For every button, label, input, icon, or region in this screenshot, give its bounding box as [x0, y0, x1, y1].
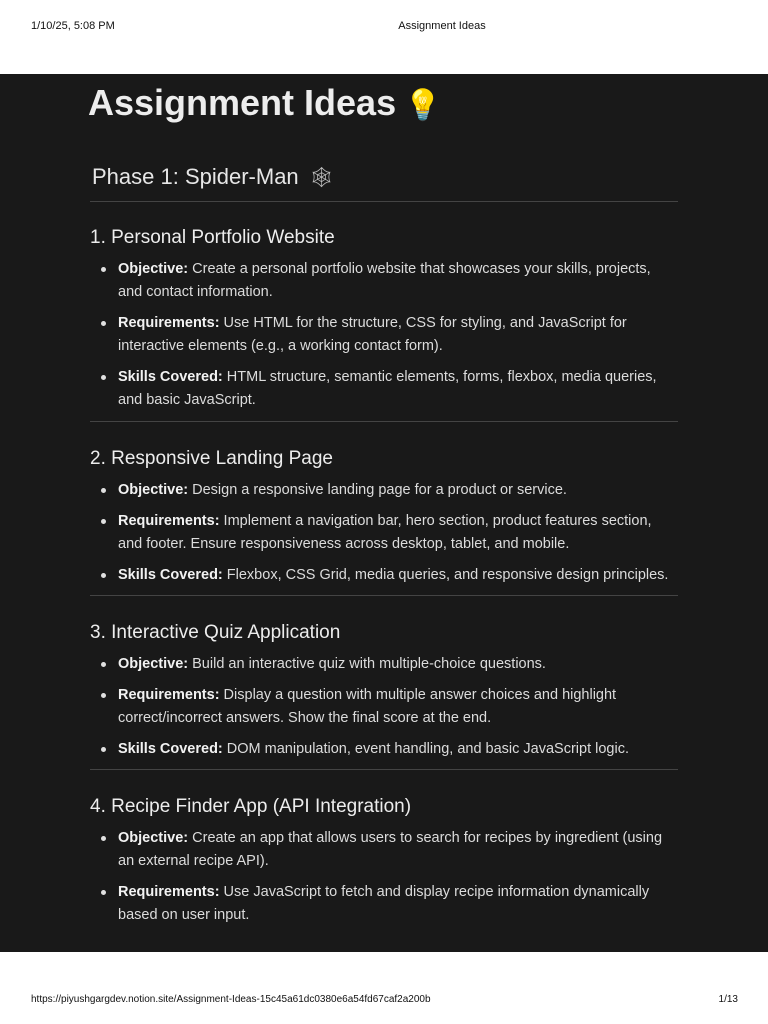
item-text: Implement a navigation bar, hero section, product features section, and footer. Ensure responsiveness across desktop, tablet, and mobile.	[118, 513, 652, 552]
phase-heading	[92, 164, 678, 190]
item-text: DOM manipulation, event handling, and basic JavaScript logic.	[222, 741, 629, 757]
divider	[90, 421, 678, 422]
print-title: Assignment Ideas	[398, 20, 486, 32]
item-text: Use JavaScript to fetch and display recipe information dynamically based on user input.	[118, 884, 650, 923]
list-item	[90, 564, 678, 587]
item-text: Create a personal portfolio website that showcases your skills, projects, and contact information.	[118, 261, 651, 300]
assignment-details	[90, 827, 678, 927]
page-title	[88, 82, 441, 124]
divider	[90, 595, 678, 596]
list-item	[90, 258, 678, 304]
item-label: Requirements:	[118, 513, 220, 529]
item-label: Requirements:	[118, 315, 220, 331]
page-title-text: Assignment Ideas	[88, 82, 397, 123]
divider	[90, 769, 678, 770]
light-bulb-icon: 💡	[404, 89, 442, 122]
item-text: Design a responsive landing page for a product or service.	[188, 482, 567, 498]
item-label: Requirements:	[118, 687, 220, 703]
list-item	[90, 366, 678, 412]
list-item	[90, 881, 678, 927]
item-label: Objective:	[118, 261, 189, 277]
assignment-title: 4. Recipe Finder App (API Integration)	[90, 796, 412, 817]
item-label: Requirements:	[118, 884, 220, 900]
assignment-section	[90, 622, 678, 769]
divider	[90, 201, 678, 202]
assignment-title: 2. Responsive Landing Page	[90, 448, 333, 469]
list-item	[90, 479, 678, 502]
assignment-details	[90, 479, 678, 587]
phase-heading-text: Phase 1: Spider-Man	[92, 164, 299, 189]
notion-page	[0, 74, 768, 952]
assignment-section	[90, 448, 678, 595]
print-header	[0, 0, 768, 74]
assignment-section	[90, 227, 678, 420]
item-text: Create an app that allows users to search for recipes by ingredient (using an external recipe API).	[118, 830, 663, 869]
item-text: Display a question with multiple answer choices and highlight correct/incorrect answers. Show the final score at the end.	[118, 687, 617, 726]
assignment-title: 1. Personal Portfolio Website	[90, 227, 335, 248]
item-text: Flexbox, CSS Grid, media queries, and responsive design principles.	[222, 567, 669, 583]
list-item	[90, 510, 678, 556]
list-item	[90, 653, 678, 676]
page-number: 1/13	[718, 994, 738, 1005]
assignment-title: 3. Interactive Quiz Application	[90, 622, 341, 643]
item-label: Objective:	[118, 482, 189, 498]
item-label: Skills Covered:	[118, 369, 223, 385]
list-item	[90, 312, 678, 358]
print-footer	[0, 952, 768, 1024]
item-text: HTML structure, semantic elements, forms, flexbox, media queries, and basic JavaScript.	[118, 369, 657, 408]
item-label: Objective:	[118, 830, 189, 846]
list-item	[90, 684, 678, 730]
item-label: Objective:	[118, 656, 189, 672]
print-date: 1/10/25, 5:08 PM	[31, 20, 115, 32]
assignment-section	[90, 796, 678, 935]
item-label: Skills Covered:	[118, 567, 223, 583]
item-text: Build an interactive quiz with multiple-choice questions.	[188, 656, 546, 672]
assignment-details	[90, 653, 678, 761]
item-text: Use HTML for the structure, CSS for styling, and JavaScript for interactive elements (e.g., a working contact form).	[118, 315, 627, 354]
item-label: Skills Covered:	[118, 741, 223, 757]
list-item	[90, 827, 678, 873]
spider-web-icon: 🕸	[308, 167, 335, 189]
print-url: https://piyushgargdev.notion.site/Assignment-Ideas-15c45a61dc0380e6a54fd67caf2a200b	[31, 994, 431, 1005]
list-item	[90, 738, 678, 761]
assignment-details	[90, 258, 678, 412]
